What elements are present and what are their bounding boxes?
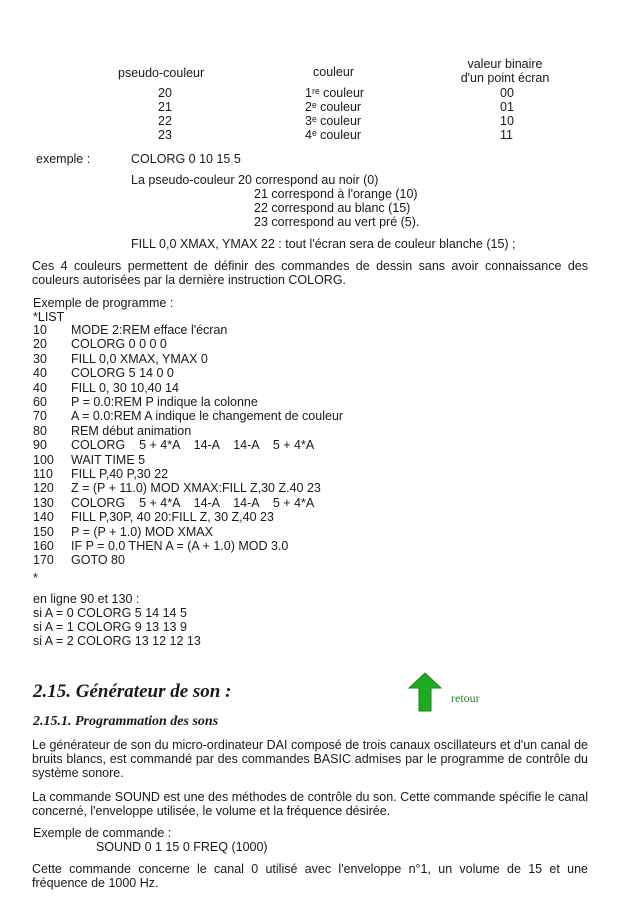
- program-line: [0, 525, 640, 539]
- line-number: 40: [33, 366, 47, 381]
- line-number: 40: [33, 380, 47, 395]
- program-line: [0, 510, 640, 524]
- line-code: WAIT TIME 5: [71, 452, 146, 467]
- header-point-ecran: d'un point écran: [460, 71, 550, 85]
- line-number: 20: [33, 337, 47, 352]
- line-number: 150: [33, 524, 54, 539]
- line-number: 140: [33, 510, 54, 525]
- row-couleur: 3ᵉ couleur: [305, 114, 362, 128]
- program-line: [0, 481, 640, 495]
- line-number: 10: [33, 323, 47, 337]
- row-binaire: 11: [500, 128, 513, 142]
- line-code: COLORG 5 + 4*A 14-A 14-A 5 + 4*A: [71, 495, 315, 510]
- line-number: 70: [33, 409, 47, 424]
- line-code: IF P = 0.0 THEN A = (A + 1.0) MOD 3.0: [71, 539, 289, 553]
- line-code: FILL 0, 30 10,40 14: [71, 380, 179, 395]
- program-title: Exemple de programme :: [33, 296, 174, 310]
- line-code: GOTO 80: [71, 553, 125, 568]
- program-line: [0, 395, 640, 409]
- lines-note-case: si A = 2 COLORG 13 12 12 13: [33, 634, 201, 648]
- line-number: 90: [33, 438, 47, 453]
- example-command: COLORG 0 10 15 5: [131, 152, 241, 166]
- row-pseudo: 21: [158, 100, 172, 114]
- program-line: [0, 352, 640, 366]
- lines-note-case: si A = 0 COLORG 5 14 14 5: [33, 606, 187, 620]
- program-line: [0, 496, 640, 510]
- line-number: 120: [33, 481, 54, 496]
- list-command: *LIST: [33, 310, 65, 324]
- program-line: [0, 381, 640, 395]
- line-number: 80: [33, 423, 47, 438]
- program-line: [0, 438, 640, 452]
- line-number: 30: [33, 351, 47, 366]
- program-line: [0, 553, 640, 567]
- program-line: [0, 366, 640, 380]
- table-row: [0, 86, 640, 146]
- line-code: Z = (P + 11.0) MOD XMAX:FILL Z,30 Z.40 23: [71, 481, 321, 496]
- row-couleur: 1ʳᵉ couleur: [305, 86, 365, 100]
- line-number: 60: [33, 395, 47, 409]
- row-pseudo: 22: [158, 114, 172, 128]
- header-pseudo-couleur: pseudo-couleur: [118, 66, 205, 80]
- program-line: [0, 539, 640, 553]
- row-couleur: 2ᵉ couleur: [305, 100, 362, 114]
- paragraph-colors: Ces 4 couleurs permettent de définir des commandes de dessin sans avoir connaissance des couleurs autorisées par la dernière instruction COLORG.: [32, 259, 588, 287]
- example-mapping-line: La pseudo-couleur 20 correspond au noir (0): [131, 173, 379, 187]
- line-number: 110: [33, 467, 53, 481]
- program-line: [0, 424, 640, 438]
- up-arrow-icon[interactable]: [408, 672, 442, 712]
- row-couleur: 4ᵉ couleur: [305, 128, 362, 142]
- program-line: [0, 323, 640, 337]
- line-code: COLORG 5 14 0 0: [71, 366, 174, 381]
- paragraph-sound-command: La commande SOUND est une des méthodes de contrôle du son. Cette commande spécifie le canal concerné, l'enveloppe utilisée, le volume et la fréquence désirée.: [32, 790, 588, 818]
- header-valeur-binaire: valeur binaire: [467, 57, 543, 71]
- line-code: P = 0.0:REM P indique la colonne: [71, 395, 258, 409]
- program-line: [0, 453, 640, 467]
- example-mapping-line: 22 correspond au blanc (15): [254, 201, 411, 215]
- example-mapping-line: 23 correspond au vert pré (5).: [254, 215, 420, 229]
- row-binaire: 10: [500, 114, 514, 128]
- lines-note-intro: en ligne 90 et 130 :: [33, 592, 140, 606]
- line-code: P = (P + 1.0) MOD XMAX: [71, 524, 213, 539]
- lines-note-case: si A = 1 COLORG 9 13 13 9: [33, 620, 187, 634]
- line-code: MODE 2:REM efface l'écran: [71, 323, 228, 337]
- line-code: FILL P,30P, 40 20:FILL Z, 30 Z,40 23: [71, 510, 274, 525]
- line-code: COLORG 5 + 4*A 14-A 14-A 5 + 4*A: [71, 438, 315, 453]
- line-code: COLORG 0 0 0 0: [71, 337, 167, 352]
- example-label: exemple :: [36, 152, 91, 166]
- example-fill-line: FILL 0,0 XMAX, YMAX 22 : tout l'écran sera de couleur blanche (15) ;: [131, 237, 516, 251]
- row-pseudo: 20: [158, 86, 172, 100]
- program-line: [0, 467, 640, 481]
- retour-link[interactable]: retour: [451, 691, 480, 705]
- line-code: A = 0.0:REM A indique le changement de couleur: [71, 409, 344, 424]
- command-example: SOUND 0 1 15 0 FREQ (1000): [96, 840, 268, 854]
- program-line: [0, 337, 640, 351]
- line-number: 160: [33, 539, 54, 553]
- line-number: 170: [33, 553, 54, 568]
- line-number: 130: [33, 495, 54, 510]
- line-code: FILL P,40 P,30 22: [71, 467, 169, 481]
- line-number: 100: [33, 452, 54, 467]
- row-binaire: 00: [500, 86, 514, 100]
- header-couleur: couleur: [313, 65, 354, 79]
- program-listing: [0, 323, 640, 573]
- section-subtitle: 2.15.1. Programmation des sons: [33, 714, 219, 729]
- row-pseudo: 23: [158, 128, 172, 142]
- command-example-title: Exemple de commande :: [33, 826, 172, 840]
- example-mapping-line: 21 correspond à l'orange (10): [254, 187, 418, 201]
- line-code: REM début animation: [71, 423, 192, 438]
- program-line: [0, 409, 640, 423]
- line-code: FILL 0,0 XMAX, YMAX 0: [71, 351, 208, 366]
- paragraph-command-explanation: Cette commande concerne le canal 0 utilisé avec l'enveloppe n°1, un volume de 15 et une fréquence de 1000 Hz.: [32, 862, 588, 890]
- section-title: 2.15. Générateur de son :: [33, 681, 232, 702]
- row-binaire: 01: [500, 100, 514, 114]
- paragraph-sound-generator: Le générateur de son du micro-ordinateur DAI composé de trois canaux oscillateurs et d'un canal de bruits blancs, est commandé par des commandes BASIC admises par le programme de contrôle du système sonore.: [32, 738, 588, 780]
- listing-end-mark: *: [33, 571, 38, 585]
